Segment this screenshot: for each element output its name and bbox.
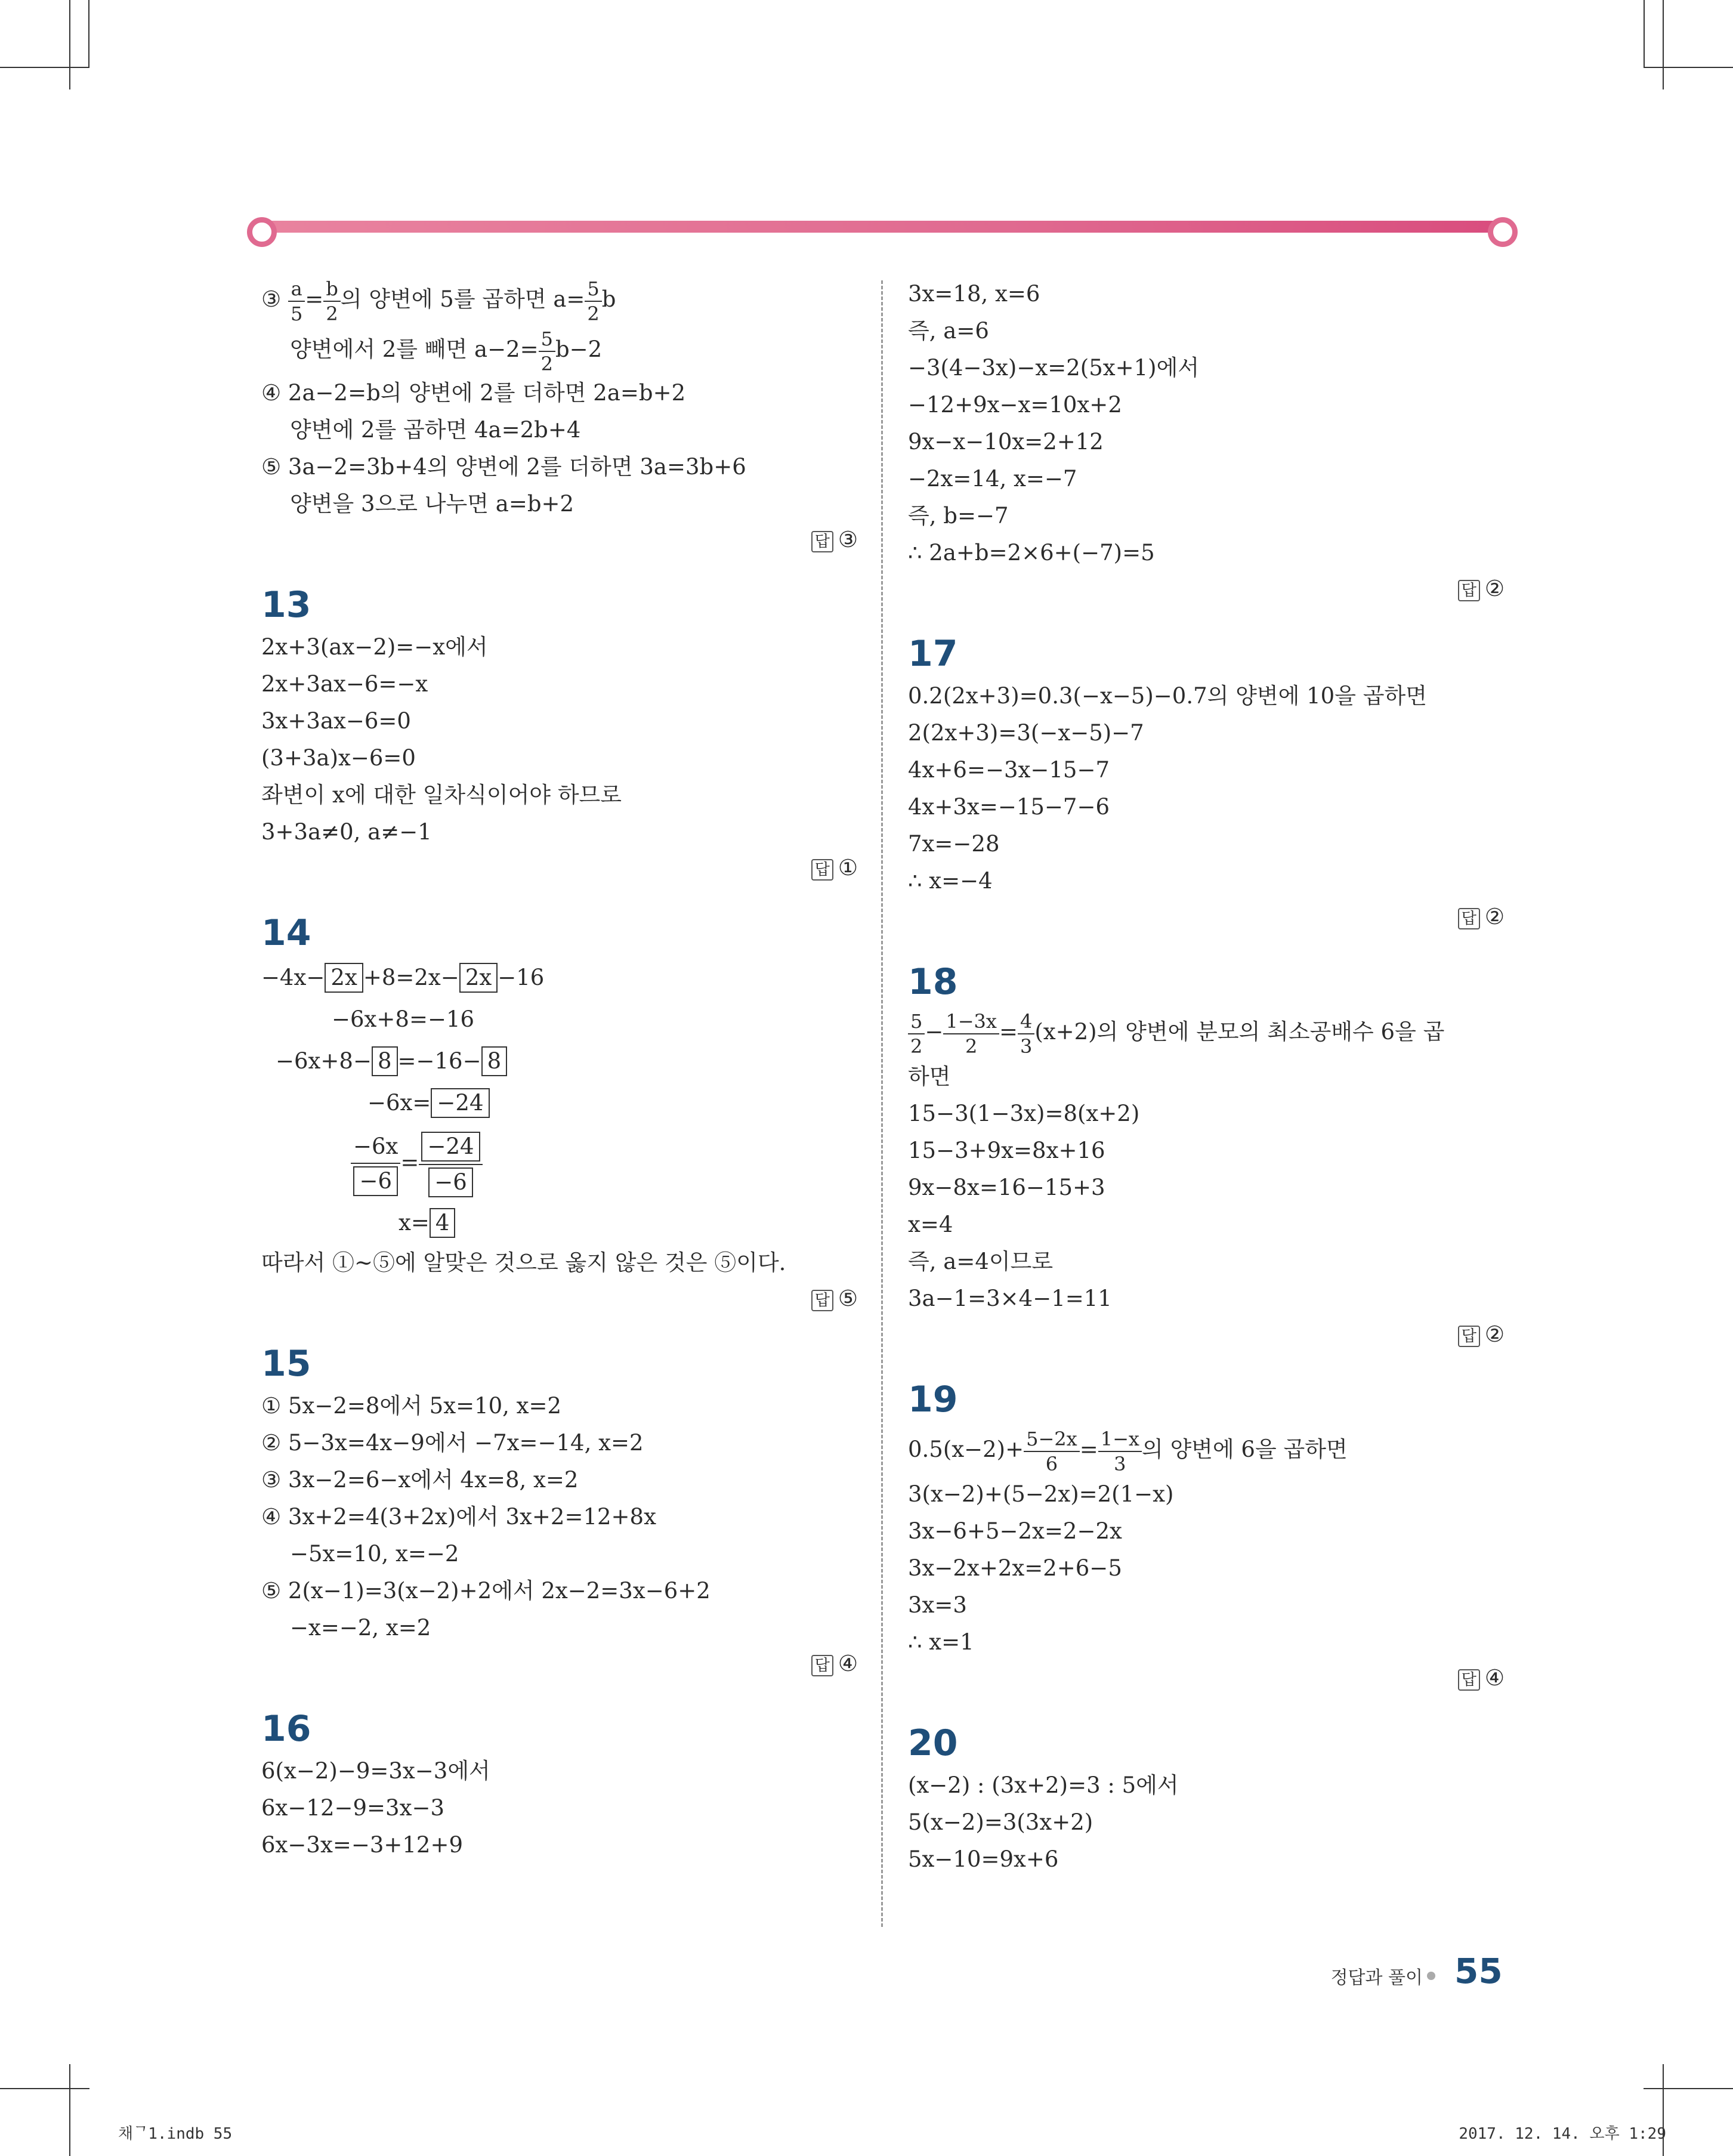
answer-box: −24 <box>421 1132 480 1162</box>
q12-line: 양변에 2를 곱하면 4a=2b+4 <box>290 417 581 443</box>
fraction: $\frac{5-2x}{6}$ <box>1024 1427 1080 1476</box>
footer-bullet <box>1427 1972 1435 1980</box>
fraction: $\frac{1-3x}{2}$ <box>943 1009 999 1058</box>
q12-line: 양변에서 2를 빼면 a−2= $\frac{5}{2}$ b−2 <box>290 327 603 375</box>
q12-line: 양변을 3으로 나누면 a=b+2 <box>290 491 574 517</box>
q14-line: −6x+8=−16 <box>332 1006 475 1032</box>
answer-value: ③ <box>838 527 858 552</box>
answer-line <box>908 1317 1505 1352</box>
right-column <box>908 276 1505 1878</box>
q15-line: ③ 3x−2=6−x에서 4x=8, x=2 <box>261 1467 579 1493</box>
q19-line: 3x=3 <box>908 1592 967 1618</box>
left-column <box>261 274 858 1864</box>
q13-line: 2x+3ax−6=−x <box>261 671 428 697</box>
q13-line: 2x+3(ax−2)=−x에서 <box>261 634 488 660</box>
q15-line: ① 5x−2=8에서 5x=10, x=2 <box>261 1393 562 1419</box>
q19-line: 0.5(x−2)+ $\frac{5-2x}{6}$ = $\frac{1-x}{3}$ 의 양변에 6을 곱하면 <box>908 1427 1348 1475</box>
q18-line: 3a−1=3×4−1=11 <box>908 1286 1112 1311</box>
q16-line: −3(4−3x)−x=2(5x+1)에서 <box>908 355 1200 381</box>
answer-line <box>908 900 1505 934</box>
q14-line: −6x= −24 <box>261 1082 858 1124</box>
q19-line: ∴ x=1 <box>908 1629 974 1655</box>
fraction: $\frac{4}{3}$ <box>1018 1009 1034 1058</box>
fraction <box>419 1129 482 1200</box>
page-number: 55 <box>1454 1951 1503 1991</box>
answer-value: ② <box>1484 1321 1505 1347</box>
q19-line: 3(x−2)+(5−2x)=2(1−x) <box>908 1481 1174 1507</box>
q19-line: 3x−2x+2x=2+6−5 <box>908 1555 1122 1581</box>
q14-line: 따라서 ①~⑤에 알맞은 것으로 옳지 않은 것은 ⑤이다. <box>261 1250 786 1275</box>
q18-line: 하면 <box>908 1064 951 1089</box>
answer-value: ④ <box>838 1651 858 1676</box>
answer-tag: 답 <box>811 1655 833 1676</box>
answer-tag: 답 <box>811 531 833 552</box>
column-divider <box>881 280 883 1927</box>
answer-line <box>908 572 1505 606</box>
q16-line: 6x−12−9=3x−3 <box>261 1795 444 1821</box>
answer-tag: 답 <box>1458 580 1480 601</box>
crop-mark <box>0 2088 89 2089</box>
answer-box: 2x <box>325 963 363 993</box>
answer-line <box>261 1281 858 1316</box>
crop-mark <box>1644 2088 1733 2089</box>
q18-line: 즉, a=4이므로 <box>908 1249 1054 1274</box>
q18-line: $\frac{5}{2}$ − $\frac{1-3x}{2}$ = $\frac{4}{3}$ (x+2)의 양변에 분모의 최소공배수 6을 곱 <box>908 1006 1505 1058</box>
q16-line: 9x−x−10x=2+12 <box>908 429 1104 455</box>
problem-number: 18 <box>908 961 958 1003</box>
problem-number: 15 <box>261 1343 311 1385</box>
answer-value: ⑤ <box>838 1286 858 1311</box>
answer-box: 8 <box>372 1046 398 1076</box>
q17-line: ∴ x=−4 <box>908 868 993 894</box>
header-bar-right-dot <box>1488 217 1518 247</box>
footer-label: 정답과 풀이 <box>1330 1967 1423 1988</box>
q16-line: 6(x−2)−9=3x−3에서 <box>261 1758 490 1784</box>
q16-line: 즉, a=6 <box>908 318 989 344</box>
q14-line: −4x− 2x +8=2x− 2x −16 <box>261 957 858 999</box>
fraction: $\frac{5}{2}$ <box>539 327 555 376</box>
q15-line: ④ 3x+2=4(3+2x)에서 3x+2=12+8x <box>261 1504 656 1530</box>
answer-box: 4 <box>430 1208 456 1238</box>
answer-box: −6 <box>353 1166 398 1196</box>
q16-line: 3x=18, x=6 <box>908 281 1040 307</box>
q18-line: x=4 <box>908 1212 953 1237</box>
answer-line <box>908 1661 1505 1695</box>
answer-tag: 답 <box>1458 1326 1480 1347</box>
print-info-left: 채ᄀ1.indb 55 <box>118 2125 233 2143</box>
q12-line: ④ 2a−2=b의 양변에 2를 더하면 2a=b+2 <box>261 380 686 406</box>
answer-value: ④ <box>1484 1665 1505 1691</box>
answer-tag: 답 <box>1458 908 1480 929</box>
q16-line: −2x=14, x=−7 <box>908 466 1077 492</box>
answer-line <box>261 851 858 885</box>
crop-mark <box>0 67 89 68</box>
q15-line: −5x=10, x=−2 <box>290 1541 459 1567</box>
print-info-right: 2017. 12. 14. 오후 1:29 <box>1459 2125 1666 2143</box>
q14-line: −6x+8− 8 =−16− 8 <box>261 1040 858 1082</box>
q13-line: 3x+3ax−6=0 <box>261 708 411 734</box>
answer-tag: 답 <box>811 859 833 881</box>
q15-line: ⑤ 2(x−1)=3(x−2)+2에서 2x−2=3x−6+2 <box>261 1578 711 1604</box>
fraction: $\frac{-6x}{-6}$ <box>351 1130 400 1199</box>
q16-line: 6x−3x=−3+12+9 <box>261 1832 463 1858</box>
q18-line: 15−3(1−3x)=8(x+2) <box>908 1101 1140 1126</box>
answer-tag: 답 <box>1458 1669 1480 1691</box>
q17-line: 0.2(2x+3)=0.3(−x−5)−0.7의 양변에 10을 곱하면 <box>908 683 1427 709</box>
q13-line: (3+3a)x−6=0 <box>261 745 416 771</box>
q19-line: 3x−6+5−2x=2−2x <box>908 1518 1122 1544</box>
crop-mark <box>69 2064 70 2156</box>
fraction: $\frac{b}{2}$ <box>323 277 340 326</box>
crop-mark <box>69 0 70 89</box>
answer-value: ② <box>1484 576 1505 601</box>
answer-line <box>261 523 858 557</box>
header-bar-left-dot <box>247 217 277 247</box>
answer-box: −6 <box>428 1167 473 1197</box>
fraction: $\frac{1-x}{3}$ <box>1098 1427 1142 1476</box>
q17-line: 4x+6=−3x−15−7 <box>908 757 1110 783</box>
answer-box: 8 <box>481 1046 508 1076</box>
q14-line: $\frac{-6x}{-6}$ = $\frac{-24}{-6}$ <box>261 1124 858 1201</box>
problem-number: 19 <box>908 1379 958 1420</box>
problem-number: 13 <box>261 584 311 626</box>
problem-number: 14 <box>261 912 311 954</box>
q13-line: 좌변이 x에 대한 일차식이어야 하므로 <box>261 782 622 808</box>
q17-line: 2(2x+3)=3(−x−5)−7 <box>908 720 1144 746</box>
q15-line: ② 5−3x=4x−9에서 −7x=−14, x=2 <box>261 1430 644 1456</box>
q17-line: 7x=−28 <box>908 831 1000 857</box>
q18-line: 15−3+9x=8x+16 <box>908 1138 1105 1163</box>
answer-box: 2x <box>459 963 498 993</box>
answer-value: ① <box>838 855 858 881</box>
crop-mark <box>1644 67 1733 68</box>
q16-line: ∴ 2a+b=2×6+(−7)=5 <box>908 540 1155 566</box>
fraction: $\frac{5}{2}$ <box>585 277 601 326</box>
answer-line <box>261 1647 858 1681</box>
crop-mark <box>1663 0 1664 89</box>
fraction: $\frac{5}{2}$ <box>908 1009 925 1058</box>
q12-line: ③ $\frac{a}{5}$ = $\frac{b}{2}$ 의 양변에 5를 곱하면 a= $\frac{5}{2}$ b <box>261 277 616 325</box>
answer-value: ② <box>1484 904 1505 929</box>
problem-number: 16 <box>261 1708 311 1750</box>
q16-line: −12+9x−x=10x+2 <box>908 392 1122 418</box>
crop-mark <box>88 0 89 67</box>
answer-tag: 답 <box>811 1290 833 1311</box>
problem-number: 17 <box>908 633 958 675</box>
answer-box: −24 <box>431 1088 489 1118</box>
q16-line: 즉, b=−7 <box>908 503 1009 529</box>
q12-line: ⑤ 3a−2=3b+4의 양변에 2를 더하면 3a=3b+6 <box>261 454 746 480</box>
q13-line: 3+3a≠0, a≠−1 <box>261 819 432 845</box>
q20-line: 5x−10=9x+6 <box>908 1846 1059 1872</box>
q18-line: 9x−8x=16−15+3 <box>908 1175 1105 1200</box>
problem-number: 20 <box>908 1722 958 1764</box>
crop-mark <box>1644 0 1645 67</box>
q14-line: x= 4 <box>261 1201 858 1244</box>
q17-line: 4x+3x=−15−7−6 <box>908 794 1110 820</box>
q15-line: −x=−2, x=2 <box>290 1615 431 1641</box>
q20-line: (x−2) : (3x+2)=3 : 5에서 <box>908 1772 1179 1798</box>
fraction: $\frac{a}{5}$ <box>288 277 305 326</box>
header-bar <box>258 221 1506 233</box>
q20-line: 5(x−2)=3(3x+2) <box>908 1809 1093 1835</box>
